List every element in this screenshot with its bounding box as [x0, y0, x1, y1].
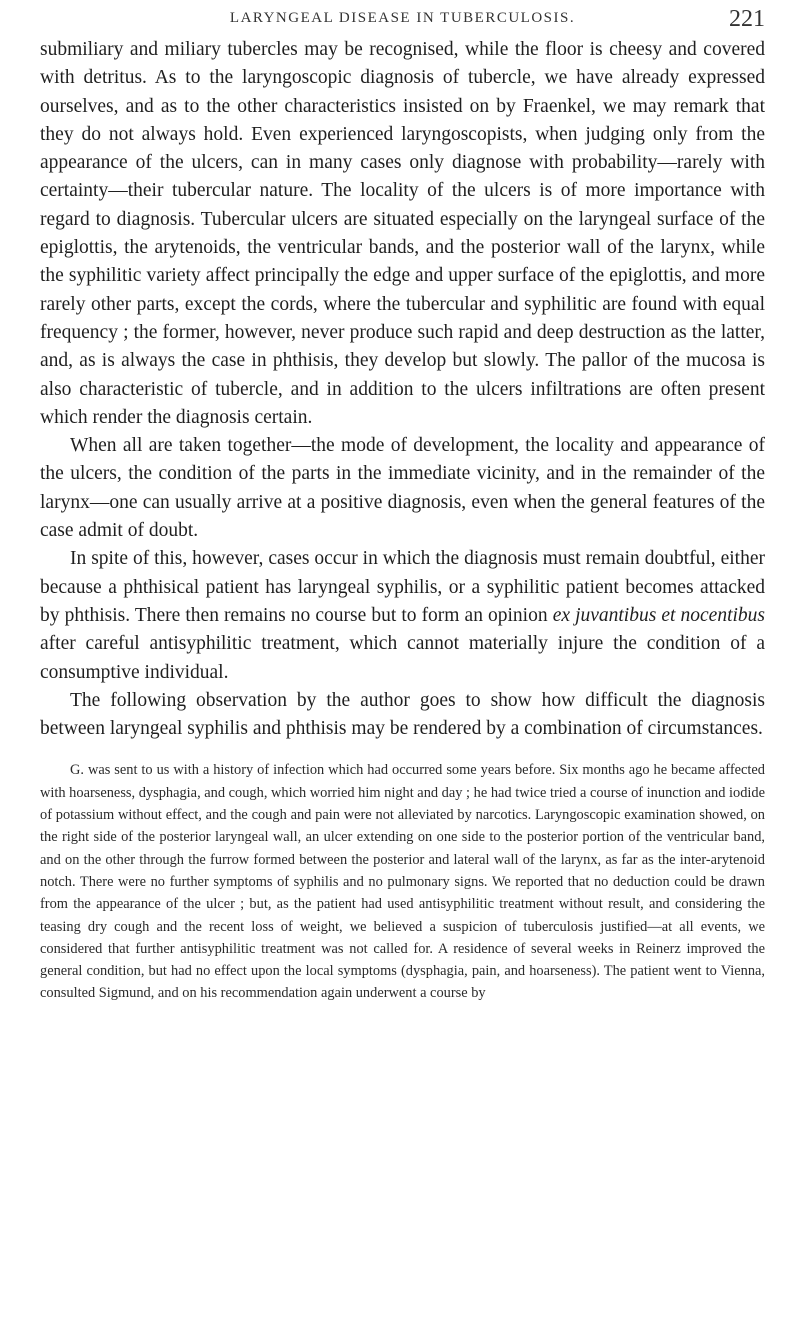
paragraph-3	[40, 545, 765, 686]
paragraph-2: When all are taken together—the mode of development, the locality and appearance of the ulcers, the condition of the parts in the immediate vicinity, and in the remainder of the larynx—one can usually arrive at a positive diagnosis, even when the general features of the case admit of doubt.	[40, 435, 765, 542]
paragraph-3-text-end: after careful antisyphilitic treatment, which cannot materially injure the condition of a consumptive individual.	[40, 633, 765, 683]
running-title: LARYNGEAL DISEASE IN TUBERCULOSIS.	[229, 10, 576, 26]
page-number: 221	[729, 6, 765, 32]
body-text	[40, 36, 765, 1005]
paragraph-4: The following observation by the author goes to show how difficult the diagnosis between laryngeal syphilis and phthisis may be rendered by a combination of circumstances.	[40, 689, 765, 740]
paragraph-3-text-start: In spite of this, however, cases occur in which the diagnosis must remain doubtful, either because a phthisical patient has laryngeal syphilis, or a syphilitic patient becomes attacked by phthisis. There then remains no course but to form an opinion	[40, 548, 765, 626]
latin-phrase: ex juvantibus et nocentibus	[552, 604, 766, 626]
running-head	[40, 6, 765, 32]
case-note: G. was sent to us with a history of infection which had occurred some years before. Six months ago he became affected with hoarseness, dysphagia, and cough, which worried him night and day ; he had twice tried a course of inunction and iodide of potassium without effect, and the cough and pain were not alleviated by narcotics. Laryngoscopic examination showed, on the right side of the posterior laryngeal wall, an ulcer extending on one side to the posterior portion of the ventricular band, and on the other through the furrow formed between the posterior and lateral wall of the larynx, as far as the inter-arytenoid notch. There were no further symptoms of syphilis and no pulmonary signs. We reported that no deduction could be drawn from the appearance of the ulcer ; but, as the patient had used antisyphilitic treatment without result, and considering the teasing dry cough and the recent loss of weight, we believed a suspicion of tuberculosis justified—at all events, we considered that further antisyphilitic treatment was not called for. A residence of several weeks in Reinerz improved the general condition, but had no effect upon the local symptoms (dysphagia, pain, and hoarseness). The patient went to Vienna, consulted Sigmund, and on his recommendation again underwent a course by	[40, 762, 765, 1002]
paragraph-1: submiliary and miliary tubercles may be recognised, while the floor is cheesy and covered with detritus. As to the laryngoscopic diagnosis of tubercle, we have already expressed ourselves, and as to the other characteristics insisted on by Fraenkel, we may remark that they do not always hold. Even experienced laryngoscopists, when judging only from the appearance of the ulcers, can in many cases only diagnose with probability—rarely with certainty—their tubercular nature. The locality of the ulcers is of more importance with regard to diagnosis. Tubercular ulcers are situated especially on the laryngeal surface of the epiglottis, the arytenoids, the ventricular bands, and the posterior wall of the larynx, while the syphilitic variety affect principally the edge and upper surface of the epiglottis, and more rarely other parts, except the cords, where the tubercular and syphilitic are found with equal frequency ; the former, however, never produce such rapid and deep destruction as the latter, and, as is always the case in phthisis, they develop but slowly. The pallor of the mucosa is also characteristic of tubercle, and in addition to the ulcers infiltrations are often present which render the diagnosis certain.	[40, 39, 765, 428]
